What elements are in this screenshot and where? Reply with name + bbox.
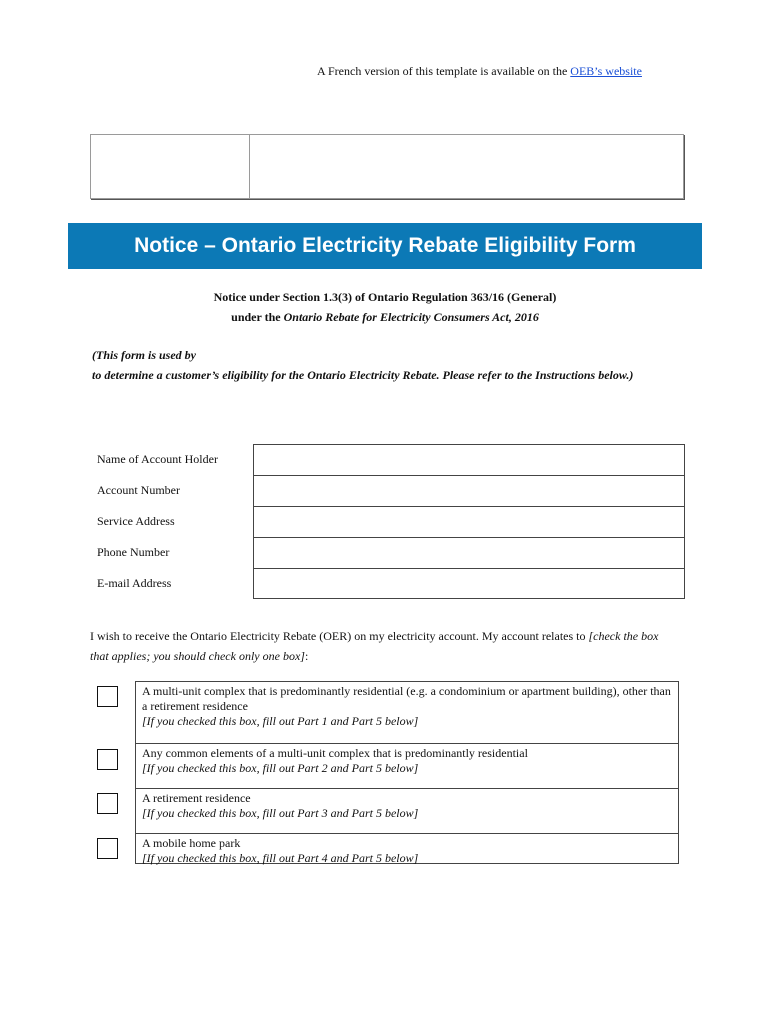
account-number-field[interactable] <box>253 475 685 506</box>
account-number-label: Account Number <box>97 483 180 497</box>
email-address-field[interactable] <box>253 568 685 599</box>
option-row <box>95 833 679 864</box>
act-subtitle-prefix: under the <box>231 310 284 324</box>
option-note: [If you checked this box, fill out Part 1 and Part 5 below] <box>142 714 419 728</box>
account-row <box>92 537 685 568</box>
oeb-website-link[interactable]: OEB’s website <box>570 64 642 78</box>
option-cell <box>135 681 679 743</box>
oer-statement-text: I wish to receive the Ontario Electricity Rebate (OER) on my electricity account. My account relates to <box>90 629 589 643</box>
act-name: Ontario Rebate for Electricity Consumers Act, 2016 <box>283 310 539 324</box>
logo-cell <box>91 135 250 198</box>
account-row <box>92 506 685 537</box>
french-note-text: A French version of this template is available on the <box>317 64 571 78</box>
oer-statement <box>90 626 680 666</box>
account-type-options <box>95 681 679 864</box>
option-cell <box>135 833 679 864</box>
page-title: Notice – Ontario Electricity Rebate Eligibility Form <box>134 234 636 257</box>
phone-number-label: Phone Number <box>97 545 170 559</box>
option-row <box>95 788 679 833</box>
distributor-info-cell <box>250 135 683 198</box>
regulation-subtitle: Notice under Section 1.3(3) of Ontario Regulation 363/16 (General) <box>213 290 557 304</box>
phone-number-field[interactable] <box>253 537 685 568</box>
option-cell <box>135 788 679 833</box>
common-elements-checkbox[interactable] <box>97 749 118 770</box>
email-address-label: E-mail Address <box>97 576 172 590</box>
retirement-residence-checkbox[interactable] <box>97 793 118 814</box>
option-text: A retirement residence <box>142 791 251 805</box>
account-info-table <box>92 444 685 599</box>
option-text: A mobile home park <box>142 836 241 850</box>
account-row <box>92 568 685 599</box>
option-note: [If you checked this box, fill out Part 2 and Part 5 below] <box>142 761 419 775</box>
multi-unit-checkbox[interactable] <box>97 686 118 707</box>
option-text: Any common elements of a multi-unit complex that is predominantly residential <box>142 746 528 760</box>
act-subtitle <box>0 310 770 325</box>
intro-line-2: to determine a customer’s eligibility for the Ontario Electricity Rebate. Please refer to the Instructions below.) <box>92 368 634 382</box>
intro-line-1: (This form is used by <box>92 348 197 362</box>
account-holder-field[interactable] <box>253 444 685 475</box>
option-note: [If you checked this box, fill out Part 4 and Part 5 below] <box>142 851 419 865</box>
title-banner <box>68 223 702 269</box>
oer-statement-suffix: : <box>304 649 309 663</box>
mobile-home-park-checkbox[interactable] <box>97 838 118 859</box>
service-address-label: Service Address <box>97 514 175 528</box>
option-cell <box>135 743 679 788</box>
option-row <box>95 681 679 743</box>
oer-statement-instruction: [check the box that applies; you should check only one box] <box>90 629 659 663</box>
header-info-box <box>90 134 684 199</box>
account-row <box>92 475 685 506</box>
option-note: [If you checked this box, fill out Part 3 and Part 5 below] <box>142 806 419 820</box>
option-row <box>95 743 679 788</box>
service-address-field[interactable] <box>253 506 685 537</box>
option-text: A multi-unit complex that is predominantly residential (e.g. a condominium or apartment building), other than a retirement residence <box>142 684 671 713</box>
account-holder-label: Name of Account Holder <box>97 452 218 466</box>
account-row <box>92 444 685 475</box>
